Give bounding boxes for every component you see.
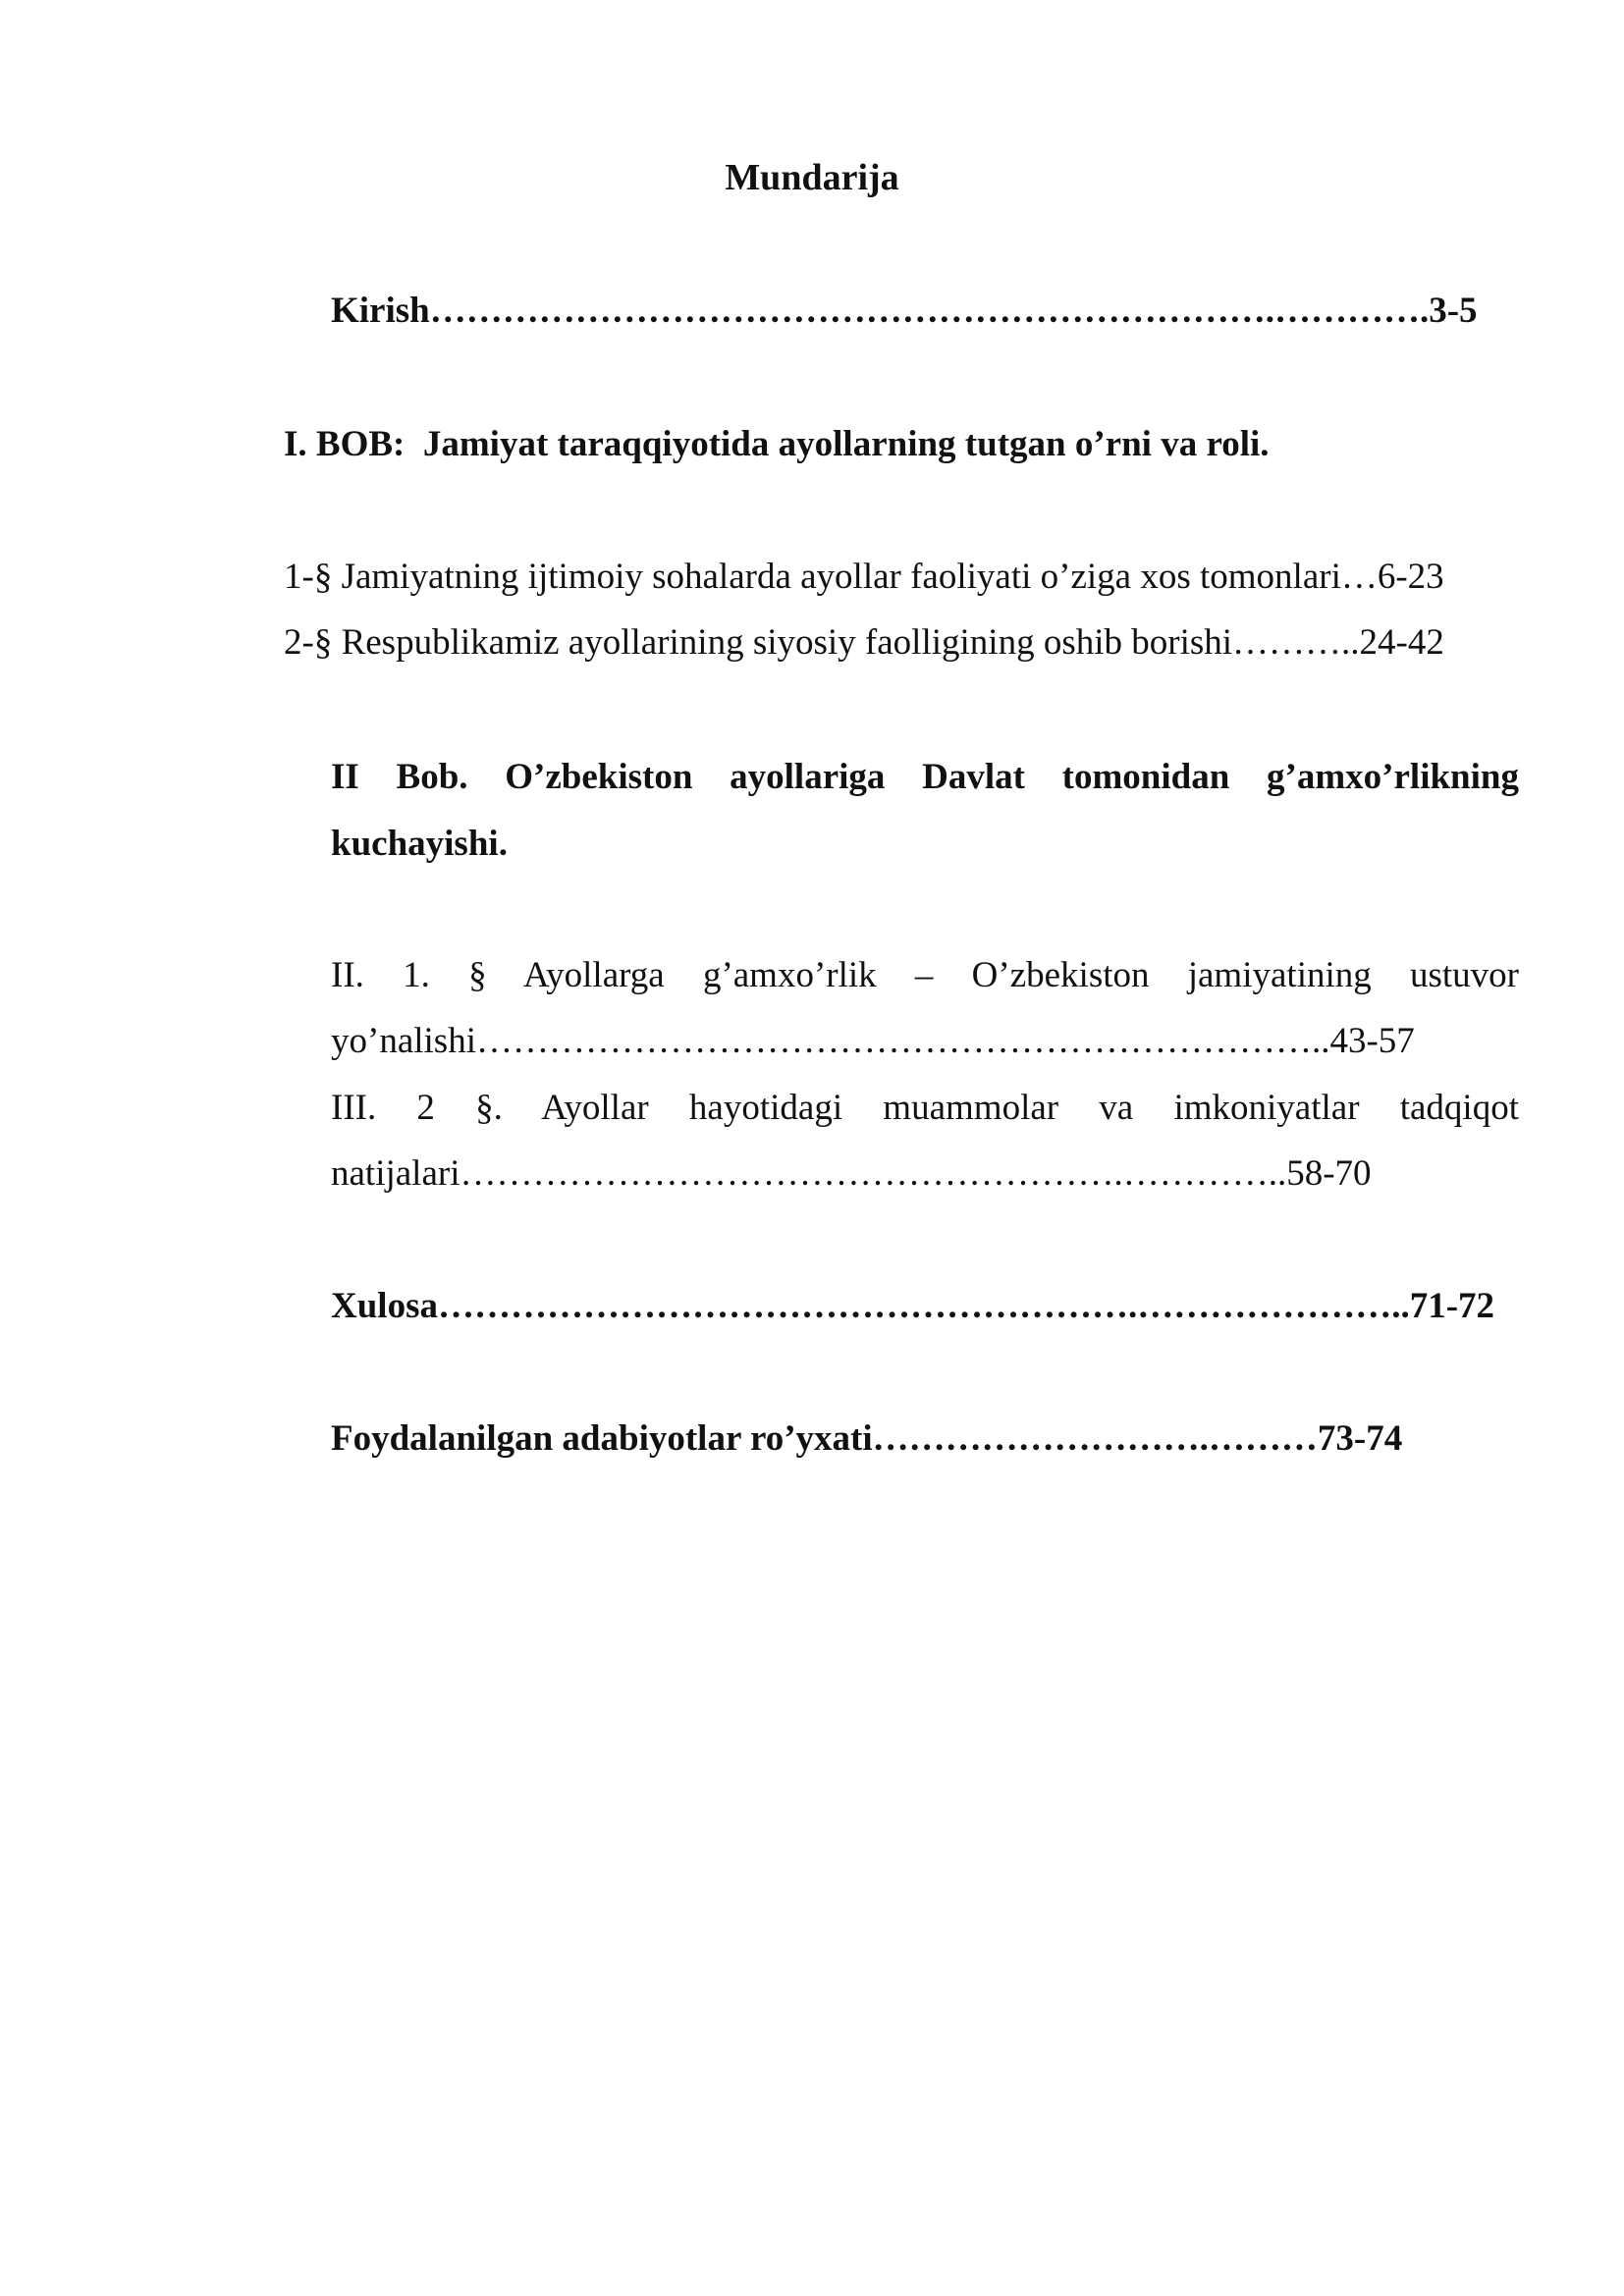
toc-section-2-2-line-2: natijalari……………………………………………….…………..58-70 bbox=[331, 1153, 1372, 1194]
toc-chapter-2-heading-line-1: II Bob. O’zbekiston ayollariga Davlat tomonidan g’amxo’rlikning bbox=[331, 757, 1519, 797]
toc-section-2-1-line-1: II. 1. § Ayollarga g’amxo’rlik – O’zbekiston jamiyatining ustuvor bbox=[331, 955, 1519, 995]
toc-chapter-2-heading-line-2: kuchayishi. bbox=[331, 824, 508, 864]
toc-section-1-1: 1-§ Jamiyatning ijtimoiy sohalarda ayollar faoliyati o’ziga xos tomonlari…6-23 bbox=[284, 557, 1444, 597]
toc-section-1-2: 2-§ Respublikamiz ayollarining siyosiy faolligining oshib borishi………..24-42 bbox=[284, 622, 1444, 663]
toc-entry-intro: Kirish…………………………………………………………….………….3-5 bbox=[331, 291, 1478, 331]
toc-section-2-2-line-1: III. 2 §. Ayollar hayotidagi muammolar va imkoniyatlar tadqiqot bbox=[331, 1088, 1519, 1128]
toc-entry-conclusion: Xulosa………………………………………………….…………………..71-72 bbox=[331, 1286, 1495, 1326]
toc-chapter-1-heading: I. BOB: Jamiyat taraqqiyotida ayollarning tutgan o’rni va roli. bbox=[284, 424, 1270, 464]
page-title: Mundarija bbox=[725, 157, 899, 198]
toc-entry-references: Foydalanilgan adabiyotlar ro’yxati……………………….………73-74 bbox=[331, 1418, 1403, 1459]
toc-section-2-1-line-2: yo’nalishi……………………………………………………………..43-57 bbox=[331, 1021, 1415, 1061]
